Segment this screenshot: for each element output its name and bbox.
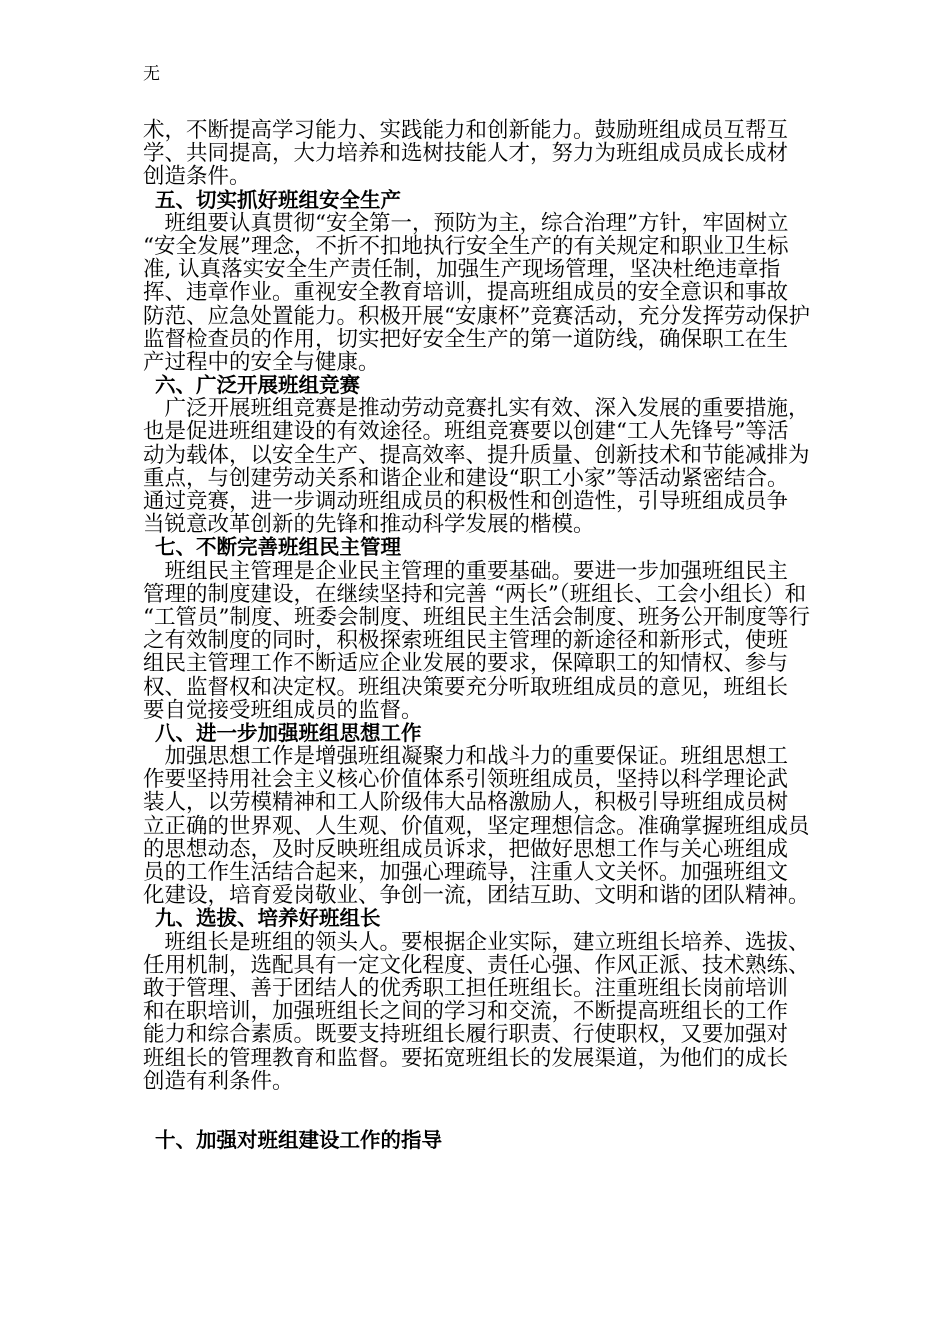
- text-line: 班组长的管理教育和监督。要拓宽班组长的发展渠道，为他们的成长: [143, 1045, 789, 1071]
- page-header: 无: [143, 64, 160, 84]
- text-line: 班组长是班组的领头人。要根据企业实际，建立班组长培养、选拔、: [143, 929, 810, 955]
- text-line: 装人，以劳模精神和工人阶级伟大品格激励人，积极引导班组成员树: [143, 790, 789, 816]
- text-line: 产过程中的安全与健康。: [143, 349, 380, 375]
- text-line: 班组要认真贯彻“安全第一，预防为主，综合治理”方针，牢固树立: [143, 210, 789, 236]
- text-line: 管理的制度建设，在继续坚持和完善 “两长”（班组长、工会小组长）和: [143, 581, 807, 607]
- text-line: 创造有利条件。: [143, 1068, 294, 1094]
- text-line: 任用机制，选配具有一定文化程度、责任心强、作风正派、技术熟练、: [143, 952, 810, 978]
- section-heading: 七、不断完善班组民主管理: [155, 535, 401, 560]
- text-line: 学、共同提高，大力培养和选树技能人才，努力为班组成员成长成材: [143, 141, 789, 167]
- text-line: 重点，与创建劳动关系和谐企业和建设“职工小家”等活动紧密结合。: [143, 465, 789, 491]
- text-line: 敢于管理、善于团结人的优秀职工担任班组长。注重班组长岗前培训: [143, 975, 789, 1001]
- section-heading: 八、进一步加强班组思想工作: [155, 720, 422, 745]
- text-line: “安全发展”理念，不折不扣地执行安全生产的有关规定和职业卫生标: [143, 233, 789, 259]
- text-line: 动为载体，以安全生产、提高效率、提升质量、创新技术和节能减排为: [143, 442, 810, 468]
- section-heading: 九、选拔、培养好班组长: [155, 906, 381, 931]
- text-line: 班组民主管理是企业民主管理的重要基础。要进一步加强班组民主: [143, 558, 789, 584]
- text-line: 立正确的世界观、人生观、价值观，坚定理想信念。准确掌握班组成员: [143, 813, 810, 839]
- text-line: 术，不断提高学习能力、实践能力和创新能力。鼓励班组成员互帮互: [143, 118, 789, 143]
- text-line: 之有效制度的同时，积极探索班组民主管理的新途径和新形式，使班: [143, 628, 789, 654]
- text-line: 当锐意改革创新的先锋和推动科学发展的楷模。: [143, 512, 595, 538]
- document-body: [143, 119, 823, 1152]
- text-line: 也是促进班组建设的有效途径。班组竞赛要以创建“工人先锋号”等活: [143, 419, 789, 445]
- text-line: 创造条件。: [143, 164, 251, 190]
- text-line: 能力和综合素质。既要支持班组长履行职责、行使职权，又要加强对: [143, 1022, 789, 1048]
- section-heading: 十、加强对班组建设工作的指导: [155, 1127, 442, 1152]
- section-heading: 六、广泛开展班组竞赛: [155, 373, 360, 398]
- text-line: 员的工作生活结合起来，加强心理疏导，注重人文关怀。加强班组文: [143, 860, 789, 885]
- text-line: 化建设，培育爱岗敬业、争创一流，团结互助、文明和谐的团队精神。: [143, 883, 810, 909]
- text-line: 广泛开展班组竞赛是推动劳动竞赛扎实有效、深入发展的重要措施，: [143, 396, 810, 422]
- text-line: 的思想动态，及时反映班组成员诉求，把做好思想工作与关心班组成: [143, 836, 789, 862]
- text-line: 加强思想工作是增强班组凝聚力和战斗力的重要保证。班组思想工: [143, 744, 789, 770]
- text-line: 防范、应急处置能力。积极开展“安康杯”竞赛活动，充分发挥劳动保护: [143, 303, 810, 329]
- text-line: “工管员”制度、班委会制度、班组民主生活会制度、班务公开制度等行: [143, 604, 810, 630]
- text-line: 监督检查员的作用，切实把好安全生产的第一道防线，确保职工在生: [143, 326, 789, 352]
- text-line: 权、监督权和决定权。班组决策要充分听取班组成员的意见，班组长: [143, 674, 789, 700]
- paragraph-gap: [143, 1093, 823, 1129]
- text-line: 组民主管理工作不断适应企业发展的要求，保障职工的知情权、参与: [143, 651, 789, 677]
- text-line: 要自觉接受班组成员的监督。: [143, 697, 423, 723]
- text-line: 通过竞赛，进一步调动班组成员的积极性和创造性，引导班组成员争: [143, 489, 789, 514]
- section-heading: 五、切实抓好班组安全生产: [155, 187, 401, 212]
- text-line: 挥、违章作业。重视安全教育培训，提高班组成员的安全意识和事故: [143, 280, 789, 306]
- text-line: 和在职培训，加强班组长之间的学习和交流，不断提高班组长的工作: [143, 999, 789, 1025]
- text-line: 准, 认真落实安全生产责任制，加强生产现场管理，坚决杜绝违章指: [143, 257, 781, 283]
- text-line: 作要坚持用社会主义核心价值体系引领班组成员，坚持以科学理论武: [143, 767, 789, 793]
